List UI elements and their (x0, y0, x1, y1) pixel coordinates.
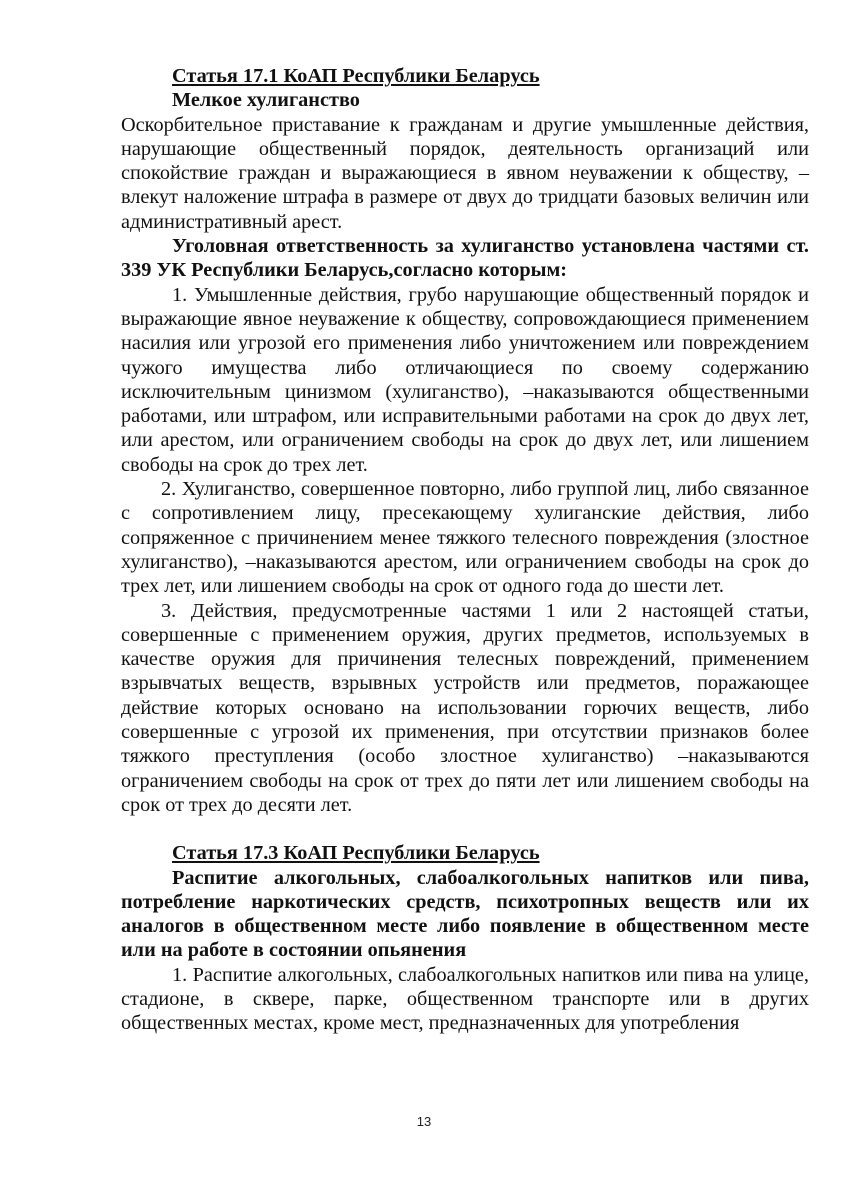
criminal-item-1: 1. Умышленные действия, грубо нарушающие общественный порядок и выражающие явное неуважение к обществу, сопровождающиеся применением насилия или угрозой его применения либо уничтожением или повреждением чужого имущества либо отличающиеся по своему содержанию исключительным цинизмом (хулиганство), –наказываются общественными работами, или штрафом, или исправительными работами на срок до двух лет, или арестом, или ограничением свободы на срок до двух лет, или лишением свободы на срок до трех лет. (121, 283, 809, 476)
section-17-3-body: 1. Распитие алкогольных, слабоалкогольных напитков или пива на улице, стадионе, в сквере, парке, общественном транспорте или в других общественных местах, кроме мест, предназначенных для употребления (121, 963, 809, 1035)
section-spacer (121, 817, 809, 841)
section-17-1-body: Оскорбительное приставание к гражданам и другие умышленные действия, нарушающие общественный порядок, деятельность организаций или спокойствие граждан и выражающиеся в явном неуважении к обществу, – влекут наложение штрафа в размере от двух до тридцати базовых величин или административный арест. (121, 113, 809, 233)
section-17-3-subtitle: Распитие алкогольных, слабоалкогольных напитков или пива, потребление наркотических средств, психотропных веществ или их аналогов в общественном месте либо появление в общественном месте или на работе в состоянии опьянения (121, 866, 809, 962)
section-17-3-title: Статья 17.3 КоАП Республики Беларусь (172, 842, 540, 865)
criminal-item-2: 2. Хулиганство, совершенное повторно, либо группой лиц, либо связанное с сопротивлением лицу, пресекающему хулиганские действия, либо сопряженное с причинением менее тяжкого телесного повреждения (злостное хулиганство), –наказываются арестом, или ограничением свободы на срок до трех лет, или лишением свободы на срок от одного года до шести лет. (121, 478, 809, 598)
section-17-1-subtitle: Мелкое хулиганство (172, 89, 360, 112)
criminal-item-3: 3. Действия, предусмотренные частями 1 или 2 настоящей статьи, совершенные с применением оружия, других предметов, используемых в качестве оружия для причинения телесных повреждений, применением взрывчатых веществ, взрывных устройств или предметов, поражающее действие которых основано на использовании горючих веществ, либо совершенные с угрозой их применения, при отсутствии признаков более тяжкого преступления (особо злостное хулиганство) –наказываются ограничением свободы на срок от трех до пяти лет или лишением свободы на срок от трех до десяти лет. (121, 599, 809, 816)
document-page (121, 64, 809, 1036)
page-number: 13 (416, 1114, 432, 1129)
criminal-liability-heading: Уголовная ответственность за хулиганство установлена частями ст. 339 УК Республики Беларусь,согласно которым: (121, 235, 809, 282)
section-17-1-title: Статья 17.1 КоАП Республики Беларусь (172, 65, 540, 87)
